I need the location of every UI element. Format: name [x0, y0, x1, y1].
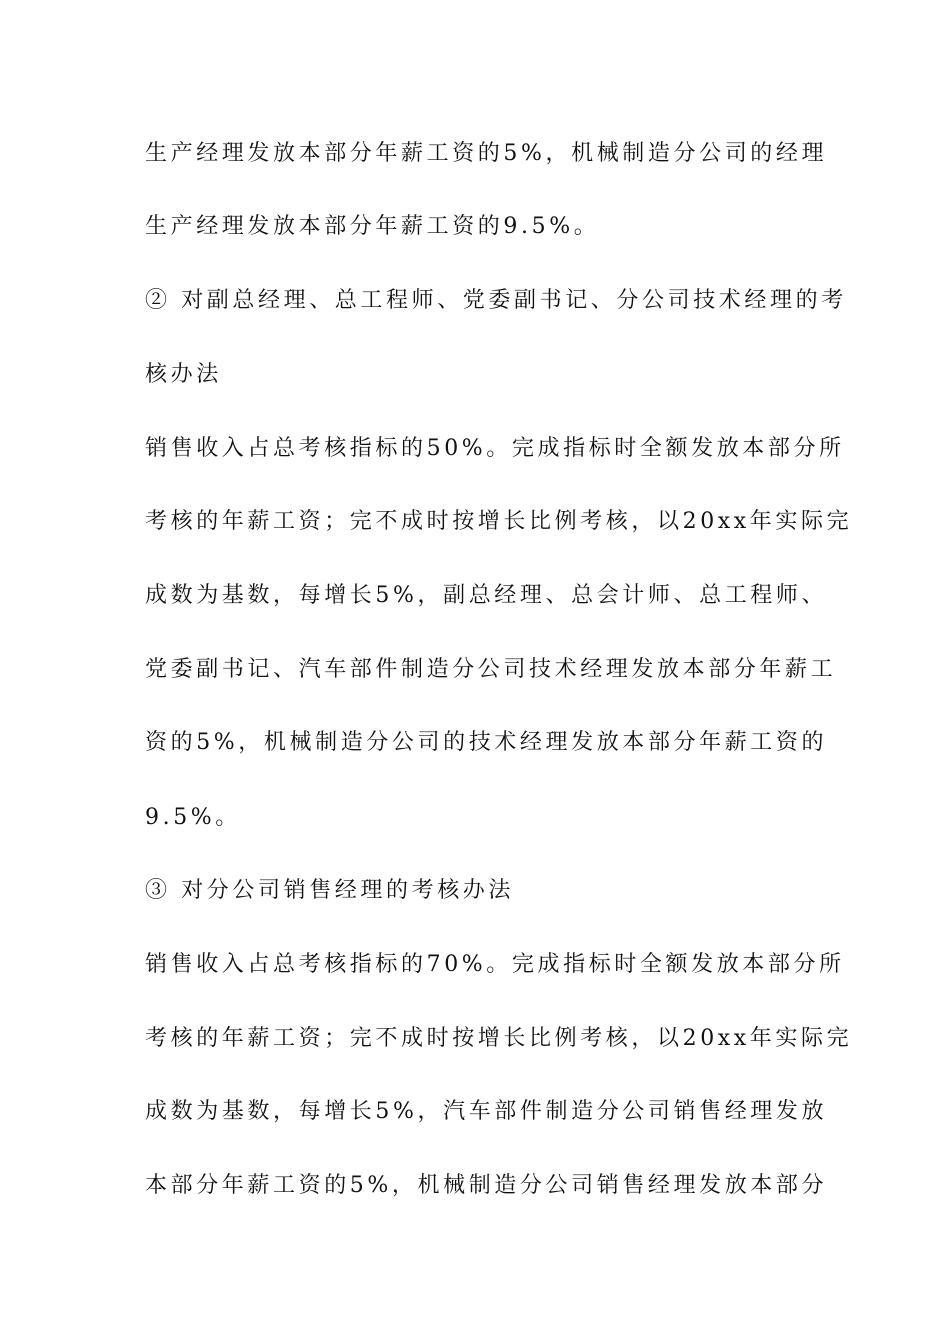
text-line: 销售收入占总考核指标的50%。完成指标时全额发放本部分所: [145, 436, 845, 461]
text-line: 党委副书记、汽车部件制造分公司技术经理发放本部分年薪工: [145, 657, 837, 682]
text-line: 本部分年薪工资的5%，机械制造分公司销售经理发放本部分: [145, 1173, 828, 1198]
text-line: 成数为基数，每增长5%，副总经理、总会计师、总工程师、: [145, 583, 828, 608]
text-line: 9.5%。: [145, 805, 241, 830]
text-line: 考核的年薪工资；完不成时按增长比例考核，以20xx年实际完: [145, 509, 853, 534]
text-line: 核办法: [145, 362, 222, 387]
text-line: 考核的年薪工资；完不成时按增长比例考核，以20xx年实际完: [145, 1026, 853, 1051]
text-line: 销售收入占总考核指标的70%。完成指标时全额发放本部分所: [145, 952, 845, 977]
text-line: 成数为基数，每增长5%，汽车部件制造分公司销售经理发放: [145, 1099, 828, 1124]
text-line: ③ 对分公司销售经理的考核办法: [145, 878, 514, 903]
text-line: 生产经理发放本部分年薪工资的9.5%。: [145, 214, 600, 239]
text-line: 生产经理发放本部分年薪工资的5%，机械制造分公司的经理: [145, 141, 828, 166]
text-line: 资的5%，机械制造分公司的技术经理发放本部分年薪工资的: [145, 730, 828, 755]
text-line: ② 对副总经理、总工程师、党委副书记、分公司技术经理的考: [145, 288, 847, 313]
